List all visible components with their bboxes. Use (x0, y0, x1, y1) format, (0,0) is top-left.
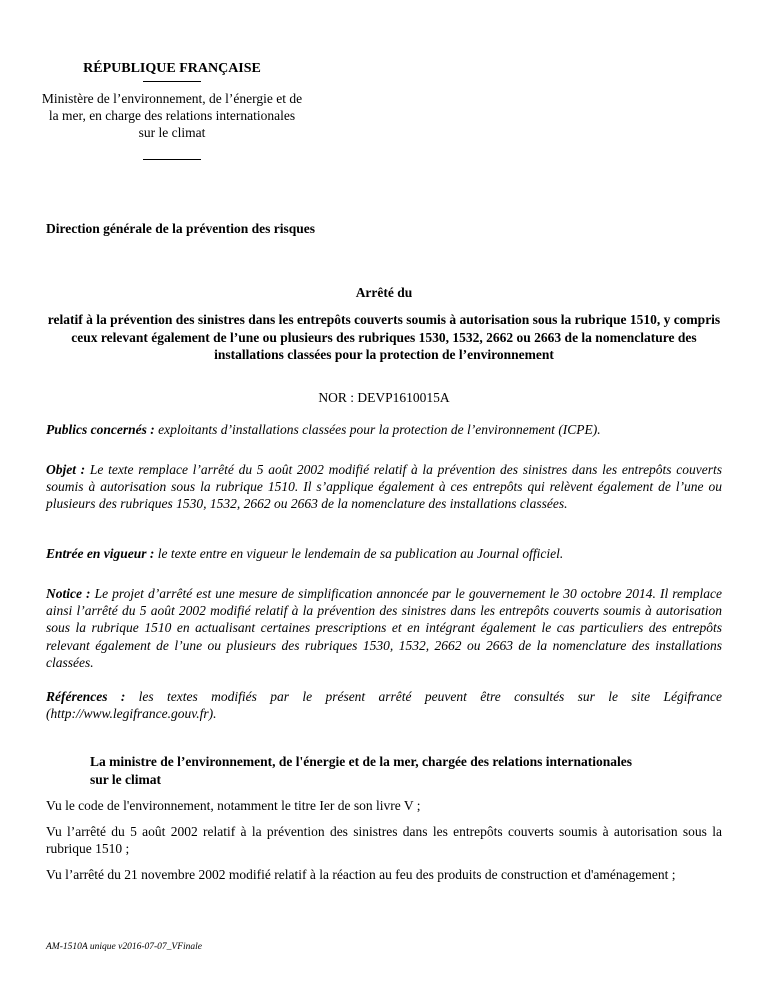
direction-title: Direction générale de la prévention des risques (46, 221, 315, 236)
publics-paragraph (46, 421, 722, 438)
objet-label: Objet : (46, 462, 86, 477)
visa-item: Vu l’arrêté du 5 août 2002 relatif à la prévention des sinistres dans les entrepôts couverts soumis à autorisation sous la rubrique 1510 ; (46, 824, 722, 857)
notice-label: Notice : (46, 586, 91, 601)
ministry-name: Ministère de l’environnement, de l’énergie et de la mer, en charge des relations internationales sur le climat (41, 91, 303, 140)
separator-line (143, 81, 201, 82)
minister-title: La ministre de l’environnement, de l'énergie et de la mer, chargée des relations internationales sur le climat (90, 754, 633, 787)
visa-item: Vu le code de l'environnement, notamment le titre Ier de son livre V ; (46, 798, 421, 813)
entree-text: le texte entre en vigueur le lendemain de sa publication au Journal officiel. (154, 546, 564, 561)
notice-text: Le projet d’arrêté est une mesure de simplification annoncée par le gouvernement le 30 octobre 2014. Il remplace ainsi l’arrêté du 5 août 2002 modifié relatif à la prévention des sinistres dans les entrepôts couverts soumis à autorisation sous la rubrique 1510 en actualisant certaines prescriptions et en intégrant également le cas particuliers des entrepôts relevant également de l’une ou plusieurs des rubriques 1530, 1532, 2662 ou 2663 de la nomenclature des installations classées. (46, 586, 723, 670)
arrete-title: Arrêté du (355, 285, 413, 300)
republic-title: RÉPUBLIQUE FRANÇAISE (83, 61, 261, 76)
objet-paragraph (46, 461, 722, 513)
objet-text: Le texte remplace l’arrêté du 5 août 2002 modifié relatif à la prévention des sinistres dans les entrepôts couverts soumis à autorisation sous la rubrique 1510. Il s’applique également à ces entrepôts qui relèvent également de l’une ou plusieurs des rubriques 1530, 1532, 2662 ou 2663 de la nomenclature des installations classées. (46, 462, 722, 512)
nor-reference: NOR : DEVP1610015A (318, 390, 450, 405)
visa-item: Vu l’arrêté du 21 novembre 2002 modifié relatif à la réaction au feu des produits de construction et d'aménagement ; (46, 867, 676, 882)
references-paragraph (46, 688, 722, 722)
footer-reference: AM-1510A unique v2016-07-07_VFinale (46, 942, 203, 952)
notice-paragraph (46, 585, 722, 671)
entree-paragraph (46, 545, 722, 562)
separator-line (143, 159, 201, 160)
publics-text: exploitants d’installations classées pour la protection de l’environnement (ICPE). (154, 422, 601, 437)
entree-label: Entrée en vigueur : (46, 546, 155, 561)
arrete-subject: relatif à la prévention des sinistres dans les entrepôts couverts soumis à autorisation sous la rubrique 1510, y compris ceux relevant également de l’une ou plusieurs des rubriques 1530, 1532, 2662 ou 2663 de la nomenclature des installations classées pour la protection de l’environnement (47, 312, 721, 362)
ministry-header (40, 60, 304, 160)
references-text: les textes modifiés par le présent arrêté peuvent être consultés sur le site Légifrance (http://www.legifrance.gouv.fr). (46, 689, 722, 722)
references-label: Références : (46, 689, 126, 704)
publics-label: Publics concernés : (46, 422, 155, 437)
